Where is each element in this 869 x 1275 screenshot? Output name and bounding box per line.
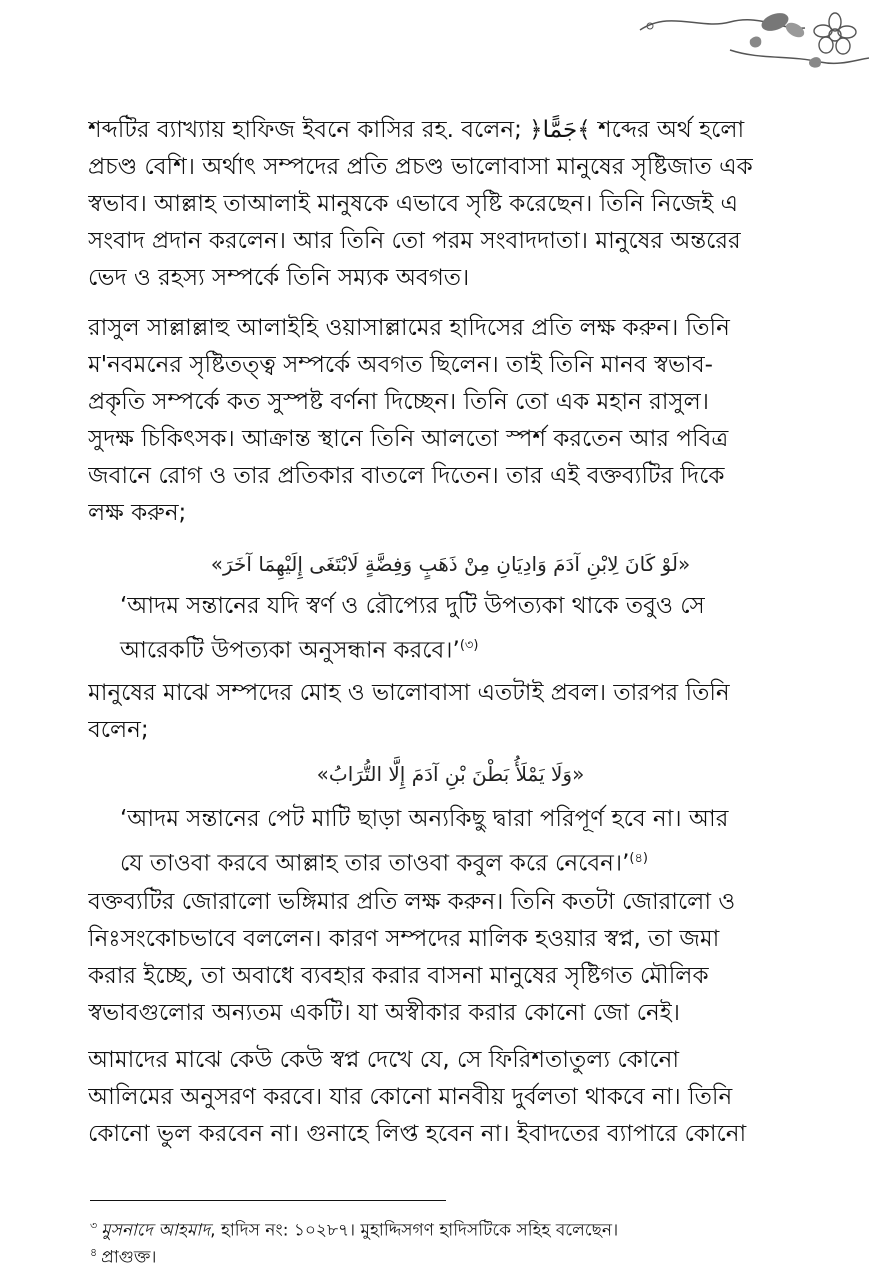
footnote-text: প্রাগুক্ত। — [101, 1247, 157, 1268]
footnote-source: মুসনাদে আহমাদ — [101, 1220, 211, 1241]
hadith-arabic: «لَوْ كَانَ لِابْنِ آدَمَ وَادِيَانِ مِنْ ذَهَبٍ وَفِضَّةٍ لَابْتَغَى إِلَيْهِمَا آخَرَ» — [210, 552, 691, 576]
text-line: সুদক্ষ চিকিৎসক। আক্রান্ত স্থানে তিনি আলতো স্পর্শ করতেন আর পবিত্র — [88, 426, 729, 452]
paragraph-4 — [88, 886, 813, 1030]
text-line: সংবাদ প্রদান করলেন। আর তিনি তো পরম সংবাদদাতা। মানুষের অন্তরের — [88, 228, 741, 254]
text-line: ‘আদম সন্তানের পেট মাটি ছাড়া অন্যকিছু দ্বারা পরিপূর্ণ হবে না। আর — [120, 806, 729, 832]
text-line: রাসুল সাল্লাল্লাহু আলাইহি ওয়াসাল্লামের হাদিসের প্রতি লক্ষ করুন। তিনি — [88, 315, 730, 341]
text-line: স্বভাবগুলোর অন্যতম একটি। যা অস্বীকার করার কোনো জো নেই। — [88, 1000, 680, 1026]
paragraph-3 — [88, 677, 813, 747]
text-line: জবানে রোগ ও তার প্রতিকার বাতলে দিতেন। তার এই বক্তব্যটির দিকে — [88, 463, 725, 489]
text-line: বক্তব্যটির জোরালো ভঙ্গিমার প্রতি লক্ষ করুন। তিনি কতটা জোরালো ও — [88, 889, 736, 915]
text-line: লক্ষ করুন; — [88, 500, 187, 526]
hadith-arabic: «وَلَا يَمْلَأُ بَطْنَ بْنِ آدَمَ إِلَّا التُّرَابُ» — [316, 762, 585, 786]
text-line: ম'নবমনের সৃষ্টিতত্ত্ব সম্পর্কে অবগত ছিলেন। তাই তিনি মানব স্বভাব- — [88, 352, 713, 378]
text-line: শব্দটির ব্যাখ্যায় হাফিজ ইবনে কাসির রহ. বলেন; ﴿جَمًّا﴾ শব্দের অর্থ হলো — [88, 117, 745, 143]
footnote-text: , হাদিস নং: ১০২৮৭। মুহাদ্দিসগণ হাদিসটিকে সহিহ বলেছেন। — [210, 1220, 619, 1241]
footnote-4 — [90, 1242, 156, 1269]
text-line: ভেদ ও রহস্য সম্পর্কে তিনি সম্যক অবগত। — [88, 265, 470, 291]
text-line: আরেকটি উপত্যকা অনুসন্ধান করবে।’ — [120, 637, 460, 664]
footnote-number: ৪ — [90, 1246, 98, 1259]
text-line: ‘আদম সন্তানের যদি স্বর্ণ ও রৌপ্যের দুটি উপত্যকা থাকে তবুও সে — [120, 593, 705, 619]
footnote-number: ৩ — [90, 1219, 98, 1232]
text-line: করার ইচ্ছে, তা অবাধে ব্যবহার করার বাসনা মানুষের সৃষ্টিগত মৌলিক — [88, 963, 709, 989]
paragraph-1 — [88, 114, 813, 295]
text-line: স্বভাব। আল্লাহ তাআলাই মানুষকে এভাবে সৃষ্টি করেছেন। তিনি নিজেই এ — [88, 191, 739, 217]
hadith-translation — [120, 590, 810, 662]
footnote-ref: (৪) — [629, 851, 649, 866]
text-line: বলেন; — [88, 717, 149, 743]
text-line: যে তাওবা করবে আল্লাহ তার তাওবা কবুল করে নেবেন।’ — [120, 850, 630, 877]
text-line: আমাদের মাঝে কেউ কেউ স্বপ্ন দেখে যে, সে ফিরিশতাতুল্য কোনো — [88, 1047, 680, 1073]
text-line: কোনো ভুল করবেন না। গুনাহে লিপ্ত হবেন না। ইবাদতের ব্যাপারে কোনো — [88, 1121, 747, 1147]
text-line: নিঃসংকোচভাবে বললেন। কারণ সম্পদের মালিক হওয়ার স্বপ্ন, তা জমা — [88, 926, 720, 952]
text-line: প্রচণ্ড বেশি। অর্থাৎ সম্পদের প্রতি প্রচণ্ড ভালোবাসা মানুষের সৃষ্টিজাত এক — [88, 154, 753, 180]
footnote-ref: (৩) — [459, 638, 479, 653]
paragraph-5 — [88, 1044, 813, 1151]
paragraph-2 — [88, 312, 813, 530]
floral-ornament-icon — [630, 0, 869, 80]
text-line: মানুষের মাঝে সম্পদের মোহ ও ভালোবাসা এতটাই প্রবল। তারপর তিনি — [88, 680, 730, 706]
text-line: আলিমের অনুসরণ করবে। যার কোনো মানবীয় দুর্বলতা থাকবে না। তিনি — [88, 1084, 733, 1110]
footnote-3 — [90, 1215, 618, 1242]
footnote-divider — [90, 1200, 446, 1201]
text-line: প্রকৃতি সম্পর্কে কত সুস্পষ্ট বর্ণনা দিচ্ছেন। তিনি তো এক মহান রাসুল। — [88, 389, 709, 415]
hadith-translation — [120, 803, 810, 875]
